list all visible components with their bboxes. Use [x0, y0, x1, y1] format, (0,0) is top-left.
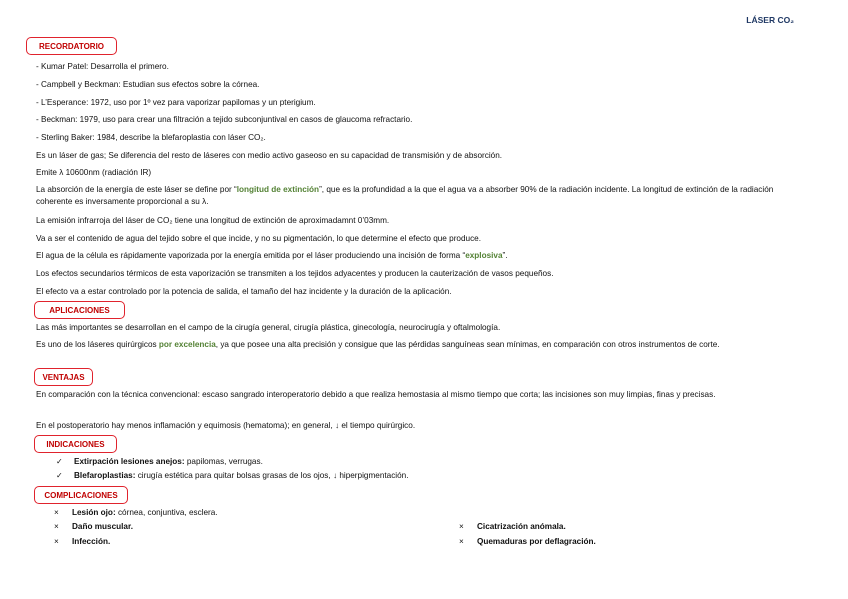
paragraph-ventajas-1: En comparación con la técnica convencional: escaso sangrado interoperatorio debido a que realiza hemostasia al mismo tiempo que corta; las incisiones son muy limpias, finas y precisas.: [36, 390, 716, 399]
paragraph-efectos: Los efectos secundarios térmicos de esta vaporización se transmiten a los tejidos adyacentes y producen la cauterización de vasos pequeños.: [36, 269, 554, 278]
history-item: - Campbell y Beckman: Estudian sus efectos sobre la córnea.: [36, 80, 260, 89]
section-tag-aplicaciones: APLICACIONES: [34, 301, 125, 319]
cross-icon: ×: [54, 522, 59, 531]
highlight-term: explosiva: [465, 251, 503, 260]
text: Es uno de los láseres quirúrgicos: [36, 340, 159, 349]
history-item: - Sterling Baker: 1984, describe la blefaroplastia con láser CO₂.: [36, 133, 266, 142]
list-item-indicacion: [56, 470, 409, 482]
item-text: cirugía estética para quitar bolsas grasas de los ojos, ↓ hiperpigmentación.: [135, 471, 409, 480]
list-item-indicacion: [56, 456, 263, 468]
paragraph-aplicaciones-1: Las más importantes se desarrollan en el campo de la cirugía general, cirugía plástica, ginecología, neurocirugía y oftalmología.: [36, 323, 501, 332]
cross-icon: ×: [459, 537, 464, 546]
paragraph-celula: [36, 250, 812, 262]
paragraph-control: El efecto va a estar controlado por la potencia de salida, el tamaño del haz incidente y la duración de la aplicación.: [36, 287, 452, 296]
section-tag-complicaciones: COMPLICACIONES: [34, 486, 128, 504]
cross-icon: ×: [459, 522, 464, 531]
list-item-complicacion: [54, 521, 133, 533]
paragraph-emite: Emite λ 10600nm (radiación IR): [36, 168, 152, 177]
text: ”, que es la profundidad a la que el agua va a absorber 90% de la radiación incidente. La longitud de extinción de la radiación coherente es inversamente proporcional a su λ.: [36, 185, 774, 206]
cross-icon: ×: [54, 508, 59, 517]
item-label: Daño muscular.: [72, 522, 133, 531]
paragraph-ventajas-2: En el postoperatorio hay menos inflamación y equimosis (hematoma); en general, ↓ el tiempo quirúrgico.: [36, 421, 416, 430]
text: La absorción de la energía de este láser se define por “: [36, 185, 237, 194]
history-item: - Kumar Patel: Desarrolla el primero.: [36, 62, 169, 71]
paragraph-absorcion: [36, 184, 812, 208]
item-text: papilomas, verrugas.: [184, 457, 263, 466]
page-title: LÁSER CO₂: [746, 15, 794, 25]
item-label: Quemaduras por deflagración.: [477, 537, 596, 546]
list-item-complicacion: [459, 536, 596, 548]
paragraph-aplicaciones-2: [36, 339, 812, 351]
paragraph-gas: Es un láser de gas; Se diferencia del resto de láseres con medio activo gaseoso en su capacidad de transmisión y de absorción.: [36, 151, 503, 160]
list-item-complicacion: [54, 507, 218, 519]
item-label: Extirpación lesiones anejos:: [74, 457, 185, 466]
item-text: córnea, conjuntiva, esclera.: [115, 508, 218, 517]
item-label: Cicatrización anómala.: [477, 522, 566, 531]
history-item: - Beckman: 1979, uso para crear una filtración a tejido subconjuntival en casos de glaucoma refractario.: [36, 115, 413, 124]
list-item-complicacion: [54, 536, 110, 548]
history-item: - L’Esperance: 1972, uso por 1º vez para vaporizar papilomas y un pterigium.: [36, 98, 316, 107]
highlight-term: longitud de extinción: [236, 185, 320, 194]
check-icon: ✓: [56, 471, 63, 480]
section-tag-ventajas: VENTAJAS: [34, 368, 93, 386]
section-tag-indicaciones: INDICACIONES: [34, 435, 117, 453]
item-label: Lesión ojo:: [72, 508, 116, 517]
cross-icon: ×: [54, 537, 59, 546]
paragraph-emision: La emisión infrarroja del láser de CO₂ tiene una longitud de extinción de aproximadamnt 0’03mm.: [36, 216, 390, 225]
text: El agua de la célula es rápidamente vaporizada por la energía emitida por el láser produciendo una incisión de forma “: [36, 251, 466, 260]
check-icon: ✓: [56, 457, 63, 466]
text: , ya que posee una alta precisión y consigue que las pérdidas sanguíneas sean mínimas, en comparación con otros instrumentos de corte.: [215, 340, 720, 349]
list-item-complicacion: [459, 521, 566, 533]
item-label: Blefaroplastias:: [74, 471, 136, 480]
highlight-term: por excelencia: [158, 340, 216, 349]
item-label: Infección.: [72, 537, 111, 546]
text: ”.: [502, 251, 508, 260]
paragraph-agua-tejido: Va a ser el contenido de agua del tejido sobre el que incide, y no su pigmentación, lo que determine el efecto que produce.: [36, 234, 481, 243]
section-tag-recordatorio: RECORDATORIO: [26, 37, 117, 55]
